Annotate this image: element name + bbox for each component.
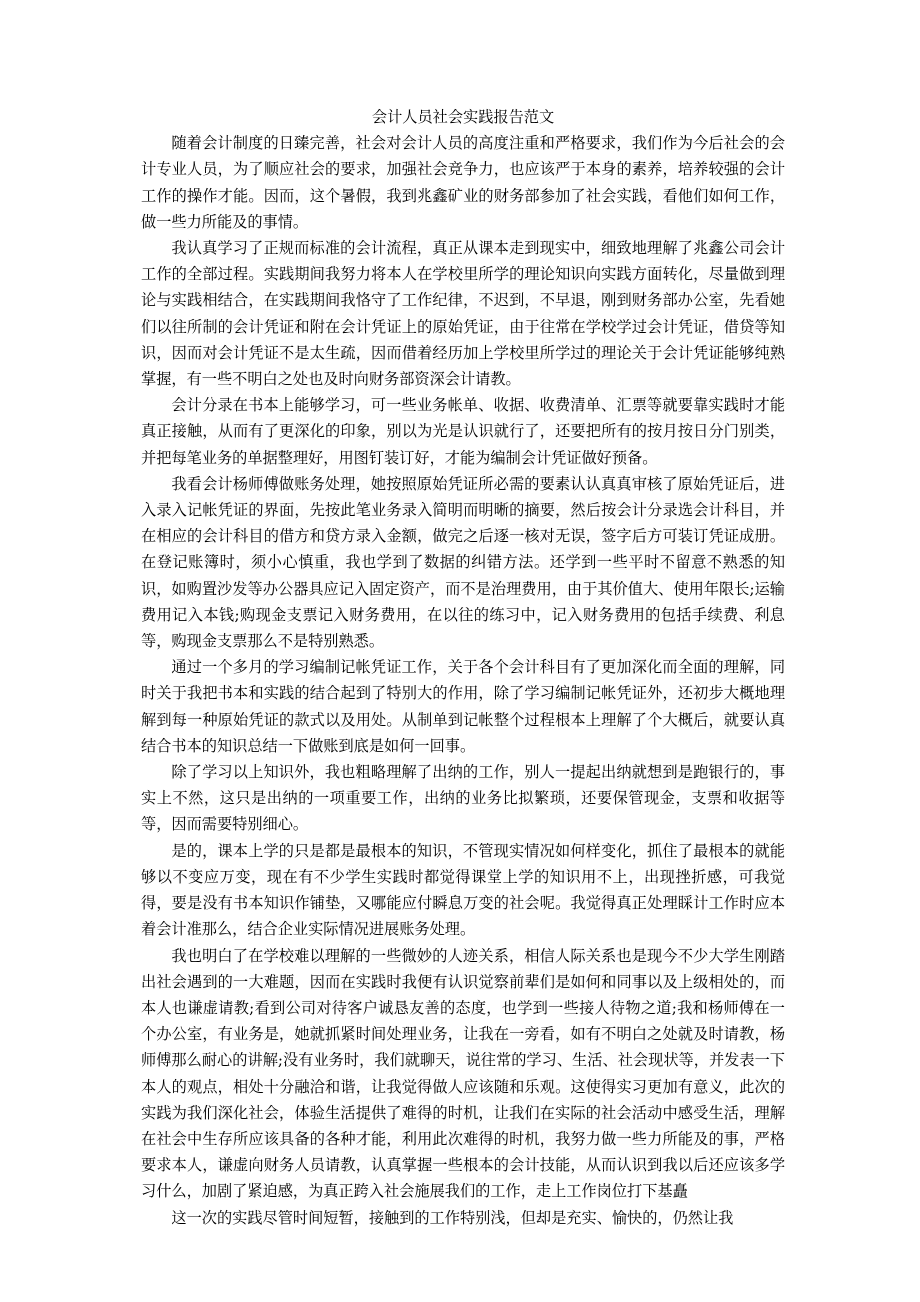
paragraph-journal-entries: 会计分录在书本上能够学习，可一些业务帐单、收据、收费清单、汇票等就要靠实践时才能真正接触，从而有了更深化的印象，别以为光是认识就行了，还要把所有的按月按日分门别类，并把每笔业务的单据整理好，用图钉装订好，才能为编制会计凭证做好预备。 — [141, 396, 785, 467]
paragraph-relationships: 我也明白了在学校难以理解的一些微妙的人迹关系，相信人际关系也是现今不少大学生刚踏出社会遇到的一大难题，因而在实践时我便有认识觉察前辈们是如何和同事以及上级相处的，而本人也谦虚请教;看到公司对待客户诚恳友善的态度，也学到一些接人待物之道;我和杨师傅在一个办公室，有业务是，她就抓紧时间处理业务，让我在一旁看，如有不明白之处就及时请教，杨师傅那么耐心的讲解;没有业务时，我们就聊天，说往常的学习、生活、社会现状等，并发表一下本人的观点，相处十分融洽和谐，让我觉得做人应该随和乐观。这使得实习更加有意义，此次的实践为我们深化社会，体验生活提供了难得的时机，让我们在实际的社会活动中感受生活，理解在社会中生存所应该具备的各种才能，利用此次难得的时机，我努力做一些力所能及的事，严格要求本人，谦虚向财务人员请教，认真掌握一些根本的会计技能，从而认识到我以后还应该多学习什么，加剧了紧迫感，为真正跨入社会施展我们的工作，走上工作岗位打下基矗 — [141, 946, 785, 1201]
paragraph-bookkeeping: 我看会计杨师傅做账务处理，她按照原始凭证所必需的要素认认真真审核了原始凭证后，进入录入记帐凭证的界面，先按此笔业务录入简明而明晰的摘要，然后按会计分录选会计科目，并在相应的会计科目的借方和贷方录入金额，做完之后逐一核对无误，签字后方可装订凭证成册。在登记账簿时，须小心慎重，我也学到了数据的纠错方法。还学到一些平时不留意不熟悉的知识，如购置沙发等办公器具应记入固定资产，而不是治理费用，由于其价值大、使用年限长;运输费用记入本钱;购现金支票记入财务费用，在以往的练习中，记入财务费用的包括手续费、利息等，购现金支票那么不是特别熟悉。 — [141, 474, 785, 651]
paragraph-cashier: 除了学习以上知识外，我也粗略理解了出纳的工作，别人一提起出纳就想到是跑银行的，事实上不然，这只是出纳的一项重要工作，出纳的业务比拟繁琐，还要保管现金，支票和收据等等，因而需要特别细心。 — [141, 763, 785, 834]
document-page — [141, 104, 785, 1231]
paragraph-accounting-process: 我认真学习了正规而标准的会计流程，真正从课本走到现实中，细致地理解了兆鑫公司会计工作的全部过程。实践期间我努力将本人在学校里所学的理论知识向实践方面转化，尽量做到理论与实践相结合，在实践期间我恪守了工作纪律，不迟到，不早退，刚到财务部办公室，先看她们以往所制的会计凭证和附在会计凭证上的原始凭证，由于往常在学校学过会计凭证，借贷等知识，因而对会计凭证不是太生疏，因而借着经历加上学校里所学过的理论关于会计凭证能够纯熟掌握，有一些不明白之处也及时向财务部资深会计请教。 — [141, 239, 785, 389]
paragraph-vouchers: 通过一个多月的学习编制记帐凭证工作，关于各个会计科目有了更加深化而全面的理解，同时关于我把书本和实践的结合起到了特别大的作用，除了学习编制记帐凭证外，还初步大概地理解到每一种原始凭证的款式以及用处。从制单到记帐整个过程根本上理解了个大概后，就要认真结合书本的知识总结一下做账到底是如何一回事。 — [141, 658, 785, 755]
paragraph-fundamentals: 是的，课本上学的只是都是最根本的知识，不管现实情况如何样变化，抓住了最根本的就能够以不变应万变，现在有不少学生实践时都觉得课堂上学的知识用不上，出现挫折感，可我觉得，要是没有书本知识作铺垫，又哪能应付瞬息万变的社会呢。我觉得真正处理睬计工作时应本着会计准那么，结合企业实际情况进展账务处理。 — [141, 841, 785, 939]
paragraph-intro: 随着会计制度的日臻完善，社会对会计人员的高度注重和严格要求，我们作为今后社会的会计专业人员，为了顺应社会的要求，加强社会竞争力，也应该严于本身的素养，培养较强的会计工作的操作才能。因而，这个暑假，我到兆鑫矿业的财务部参加了社会实践，看他们如何工作，做一些力所能及的事情。 — [141, 134, 785, 231]
document-title: 会计人员社会实践报告范文 — [371, 108, 555, 126]
paragraph-conclusion: 这一次的实践尽管时间短暂，接触到的工作特别浅，但却是充实、愉快的，仍然让我 — [171, 1208, 734, 1227]
